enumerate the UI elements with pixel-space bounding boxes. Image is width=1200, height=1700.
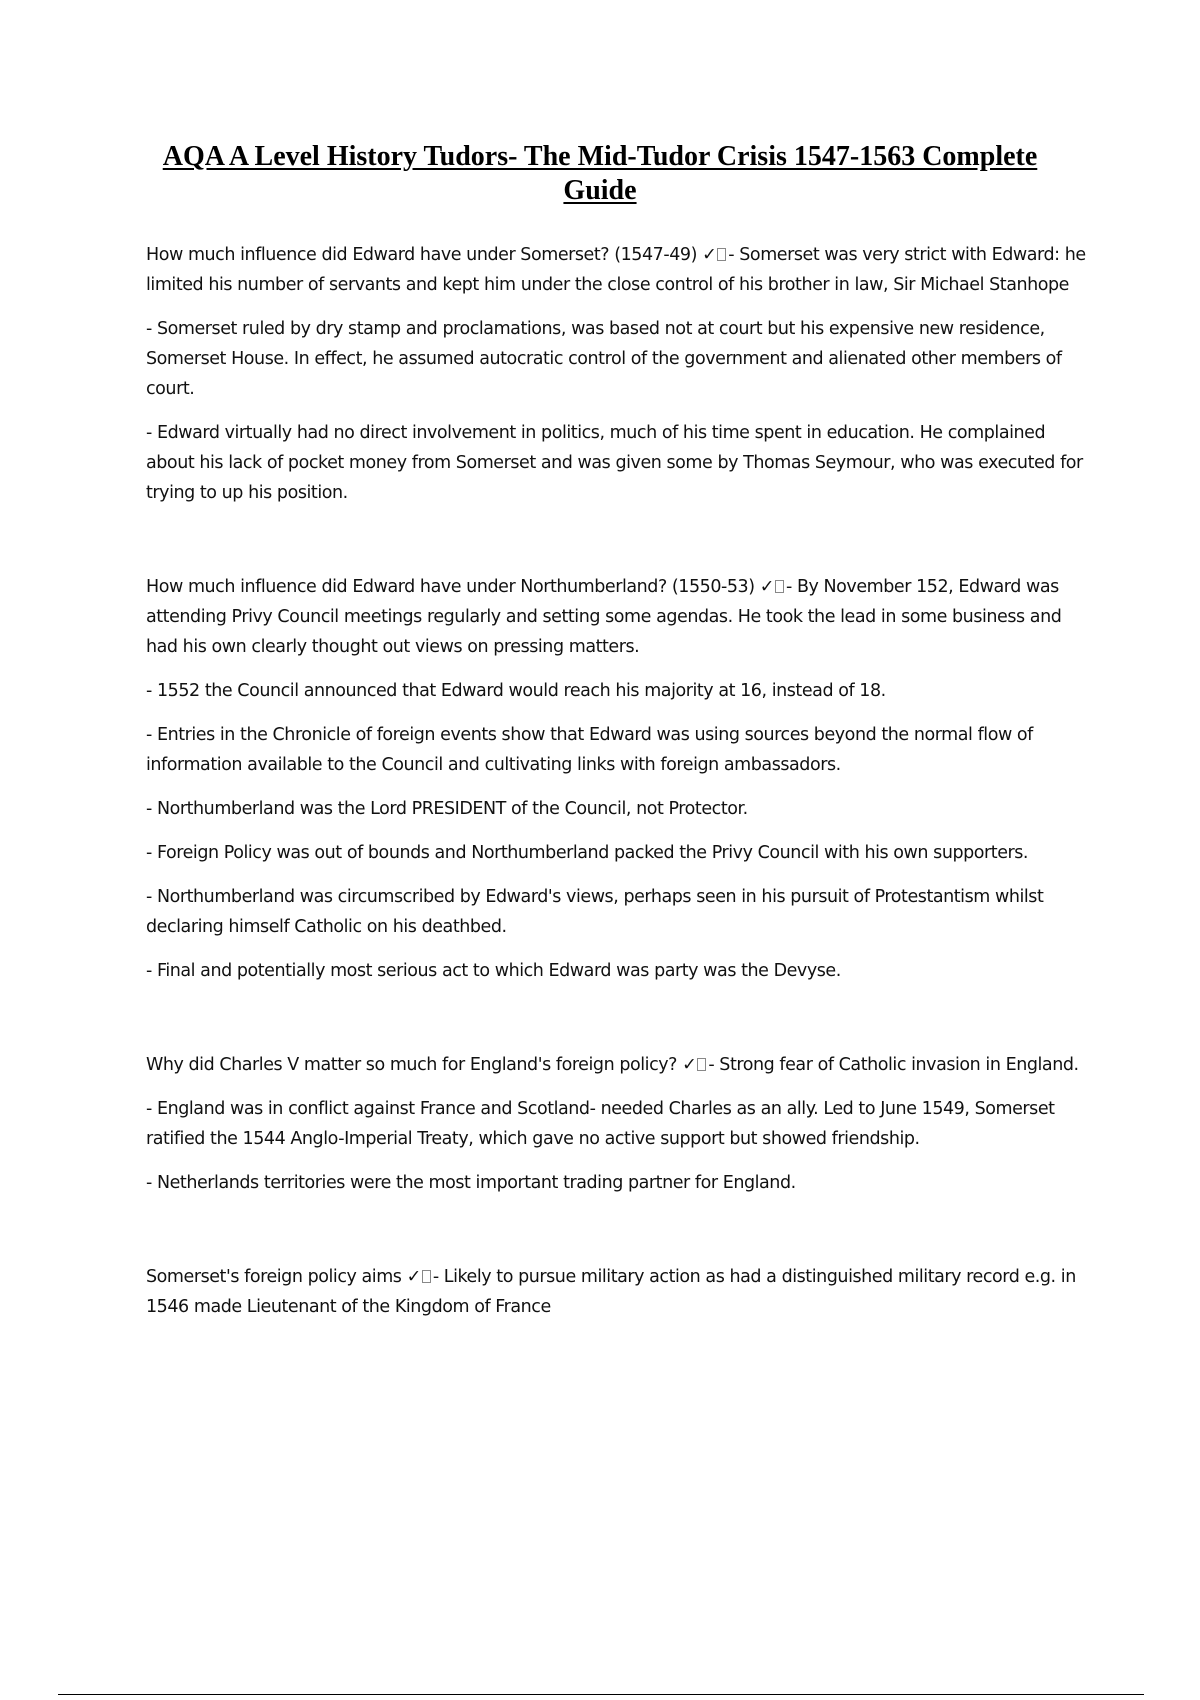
- answer-text: - Somerset was very strict with Edward: he limited his number of servants and kept him under the close control of his brother in law, Sir Michael Stanhope: [146, 245, 1086, 295]
- question-text: How much influence did Edward have under Northumberland? (1550-53): [146, 577, 755, 597]
- question-text: Somerset's foreign policy aims: [146, 1267, 402, 1287]
- bullet-point: - Northumberland was circumscribed by Edward's views, perhaps seen in his pursuit of Protestantism whilst declaring himself Catholic on his deathbed.: [146, 887, 1044, 937]
- section-somerset-foreign-policy: [146, 1262, 1096, 1322]
- missing-glyph-box-icon: [697, 1058, 706, 1071]
- check-mark-icon: ✓: [759, 577, 774, 597]
- missing-glyph-box-icon: [775, 580, 784, 593]
- document-body: [146, 240, 1096, 1336]
- question-paragraph: [146, 1050, 1096, 1080]
- question-text: How much influence did Edward have under Somerset? (1547-49): [146, 245, 697, 265]
- bullet-point: - Northumberland was the Lord PRESIDENT of the Council, not Protector.: [146, 799, 748, 819]
- section-charles-v: [146, 1050, 1096, 1198]
- check-mark-icon: ✓: [406, 1267, 421, 1287]
- answer-text: - Likely to pursue military action as had a distinguished military record e.g. in 1546 made Lieutenant of the Kingdom of France: [146, 1267, 1076, 1317]
- answer-text: - By November 152, Edward was attending Privy Council meetings regularly and setting some agendas. He took the lead in some business and had his own clearly thought out views on pressing matters.: [146, 577, 1062, 657]
- question-paragraph: [146, 572, 1096, 662]
- question-paragraph: [146, 240, 1096, 300]
- missing-glyph-box-icon: [717, 248, 726, 261]
- bullet-point: - England was in conflict against France and Scotland- needed Charles as an ally. Led to June 1549, Somerset ratified the 1544 Anglo-Imperial Treaty, which gave no active support but showed friendship.: [146, 1099, 1055, 1149]
- missing-glyph-box-icon: [422, 1270, 431, 1283]
- check-mark-icon: ✓: [682, 1055, 697, 1075]
- bullet-point: - 1552 the Council announced that Edward would reach his majority at 16, instead of 18.: [146, 681, 886, 701]
- bullet-point: - Final and potentially most serious act to which Edward was party was the Devyse.: [146, 961, 841, 981]
- bullet-point: - Entries in the Chronicle of foreign events show that Edward was using sources beyond the normal flow of information available to the Council and cultivating links with foreign ambassadors.: [146, 725, 1033, 775]
- bullet-point: - Edward virtually had no direct involvement in politics, much of his time spent in education. He complained about his lack of pocket money from Somerset and was given some by Thomas Seymour, who was executed for trying to up his position.: [146, 423, 1083, 503]
- bullet-point: - Foreign Policy was out of bounds and Northumberland packed the Privy Council with his own supporters.: [146, 843, 1029, 863]
- bullet-point: - Somerset ruled by dry stamp and proclamations, was based not at court but his expensive new residence, Somerset House. In effect, he assumed autocratic control of the government and alienated other members of court.: [146, 319, 1062, 399]
- question-text: Why did Charles V matter so much for England's foreign policy?: [146, 1055, 677, 1075]
- answer-text: - Strong fear of Catholic invasion in England.: [708, 1055, 1079, 1075]
- section-northumberland-influence: [146, 572, 1096, 986]
- bullet-point: - Netherlands territories were the most important trading partner for England.: [146, 1173, 796, 1193]
- section-somerset-influence: [146, 240, 1096, 508]
- document-title: AQA A Level History Tudors- The Mid-Tudor Crisis 1547-1563 Complete Guide: [162, 141, 1038, 206]
- question-paragraph: [146, 1262, 1096, 1322]
- footer-divider: [58, 1694, 1144, 1695]
- check-mark-icon: ✓: [702, 245, 717, 265]
